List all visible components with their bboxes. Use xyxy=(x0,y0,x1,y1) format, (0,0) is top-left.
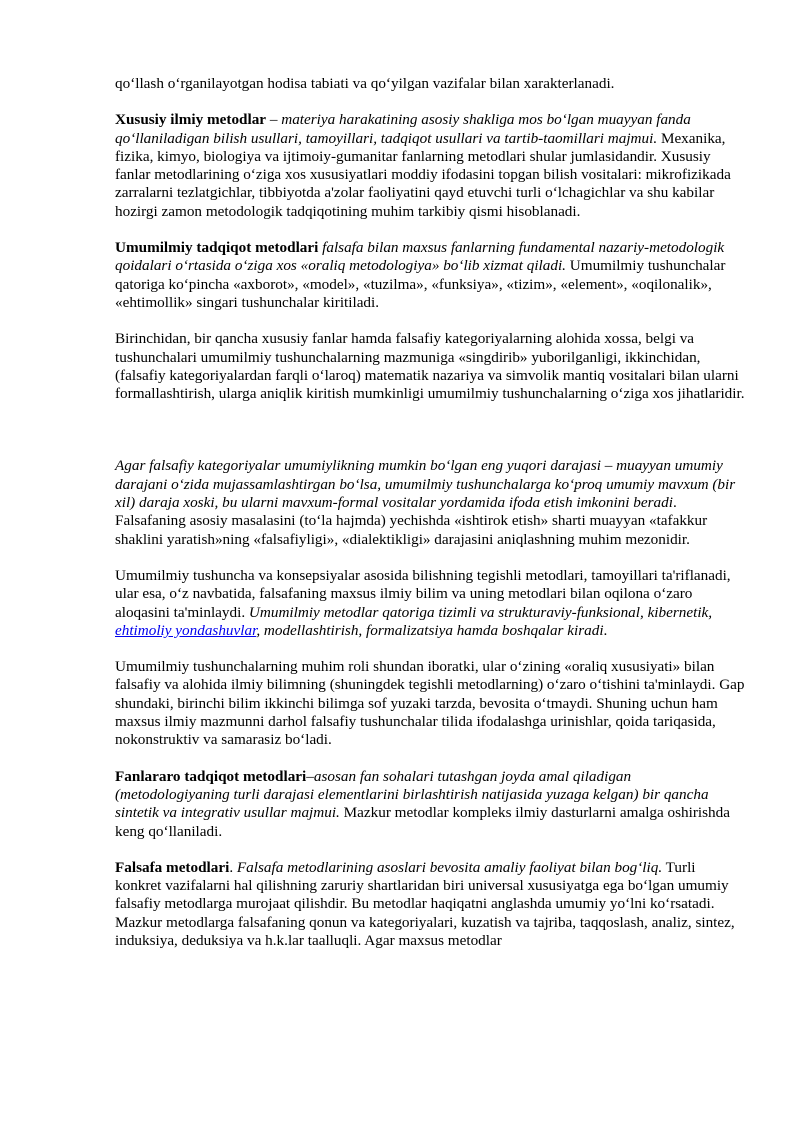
paragraph-role-of-concepts xyxy=(115,658,745,749)
dash: – xyxy=(266,111,282,129)
definition-italic: materiya harakatining asosiy shakliga mos bo‘lgan muayyan fanda qo‘llaniladigan bilish usullari, tamoyillari, tadqiqot usullari va tartib-taomillari majmui. xyxy=(115,111,691,147)
probabilistic-approaches-link[interactable]: ehtimoliy yondashuvlar xyxy=(115,621,257,639)
paragraph-intro xyxy=(115,75,745,93)
paragraph-text: Birinchidan, bir qancha xususiy fanlar hamda falsafiy kategoriyalarning alohida xossa, belgi va tushunchalari umumilmiy tushunchalarning mazmuniga «singdirib» yuborilganligi, ikkinchidan, (falsafiy kategoriyalardan farqli o‘laroq) matematik nazariya va simvolik mantiq vositalari bilan ularni formallashtirish, ularga aniqlik kiritish mumkinligi umumilmiy tushunchalarning o‘ziga xos jihatlaridir. xyxy=(115,330,745,403)
document-page xyxy=(115,75,745,968)
period: . xyxy=(603,621,608,639)
paragraph-text: Mexanika, fizika, kimyo, biologiya va ijtimoiy-gumanitar fanlarning metodlari shular jumlasidandir. Xususiy fanlar metodlarining o‘ziga xos xususiyatlari moddiy ifodasini topgan bilish vositalari: mikrofizikada zarralarni tezlatgichlar, tibbiyotda a'zolar faoliyatini qayd etuvchi turli o‘lchagichlar va shu kabilar hozirgi zamon metodologik tadqiqotining muhim tarkibiy qismi hisoblanadi. xyxy=(115,129,731,220)
definition-italic: –asosan fan sohalari tutashgan joyda amal qiladigan (metodologiyaning turli darajasi elementlarini birlashtirish natijasida yuzaga kelgan) bir qancha sintetik va integrativ usullar majmui. xyxy=(115,767,709,822)
paragraph-text: . Falsafaning asosiy masalasini (to‘la hajmda) yechishda «ishtirok etish» sharti muayyan «tafakkur shaklini yaratish»ning «falsafiyligi», «dialektikligi» darajasini aniqlashning muhim mezonidir. xyxy=(115,494,708,548)
definition-italic: Umumilmiy metodlar qatoriga tizimli va strukturaviy-funksional, kibernetik, xyxy=(245,603,713,621)
term-heading: Umumilmiy tadqiqot metodlari xyxy=(115,239,319,257)
paragraph-text: Umumilmiy tushunchalar qatoriga ko‘pincha «axborot», «model», «tuzilma», «funksiya», «tizim», «element», «oqilonalik», «ehtimollik» singari tushunchalar kiritiladi. xyxy=(115,257,726,311)
term-heading: Xususiy ilmiy metodlar xyxy=(115,111,267,129)
separator: . xyxy=(229,858,237,876)
paragraph-text: qo‘llash o‘rganilayotgan hodisa tabiati va qo‘yilgan vazifalar bilan xarakterlanadi. xyxy=(115,75,615,92)
definition-italic: Falsafa metodlarining asoslari bevosita amaliy faoliyat bilan bog‘liq. xyxy=(236,858,663,876)
paragraph-philosophical-categories xyxy=(115,457,745,548)
paragraph-text: Umumilmiy tushuncha va konsepsiyalar asosida bilishning tegishli metodlari, tamoyillari ta'riflanadi, ular esa, o‘z navbatida, falsafaning maxsus ilmiy bilim va uning metodlari bilan oqilona o‘zaro aloqasini ta'minlaydi. xyxy=(115,566,731,621)
paragraph-concepts xyxy=(115,567,745,640)
definition-italic: falsafa bilan maxsus fanlarning fundamental nazariy-metodologik qoidalari o‘rtasida o‘ziga xos «oraliq metodologiya» bo‘lib xizmat qiladi. xyxy=(115,239,725,275)
paragraph-general-scientific-methods xyxy=(115,239,745,312)
definition-italic: Agar falsafiy kategoriyalar umumiylikning mumkin bo‘lgan eng yuqori darajasi – muayyan umumiy darajani o‘zida mujassamlashtirgan bo‘lsa, umumilmiy tushunchalarga ko‘proq umumiy mavxum (bir xil) daraja xoski, bu ularni mavxum-formal vositalar yordamida ifoda etish imkonini beradi xyxy=(115,457,736,512)
paragraph-philosophy-methods xyxy=(115,859,745,950)
paragraph-firstly-secondly xyxy=(115,330,745,403)
paragraph-text: Turli konkret vazifalarni hal qilishning zaruriy shartlaridan biri universal xususiyatga ega bo‘lgan umumiy falsafiy metodlarga murojaat qilishdir. Bu metodlar haqiqatni anglashda umumiy yo‘lni ko‘rsatadi. Mazkur metodlarga falsafaning qonun va kategoriyalari, kuzatish va tajriba, taqqoslash, analiz, sintez, induksiya, deduksiya va h.k.lar taalluqli. Agar maxsus metodlar xyxy=(115,858,735,949)
definition-italic-continued: , modellashtirish, formalizatsiya hamda boshqalar kiradi xyxy=(256,621,604,639)
paragraph-specific-methods xyxy=(115,111,745,221)
paragraph-text: Mazkur metodlar kompleks ilmiy dasturlarni amalga oshirishda keng qo‘llaniladi. xyxy=(115,804,730,840)
paragraph-interdisciplinary-methods xyxy=(115,768,745,841)
term-heading: Fanlararo tadqiqot metodlari xyxy=(115,767,307,785)
paragraph-text: Umumilmiy tushunchalarning muhim roli shundan iboratki, ular o‘zining «oraliq xususiyati» bilan falsafiy va alohida ilmiy bilimning (shuningdek tegishli metodlarning) o‘zaro o‘tishini ta'minlaydi. Gap shundaki, birinchi bilim ikkinchi bilimga sof yuzaki tarzda, bevosita o‘tmaydi. Shuning uchun ham maxsus ilmiy mazmunni darhol falsafiy tushunchalar tilida ifodalashga urinishlar, qoida tariqasida, nokonstruktiv va samarasiz bo‘ladi. xyxy=(115,658,745,749)
term-heading: Falsafa metodlari xyxy=(115,858,230,876)
